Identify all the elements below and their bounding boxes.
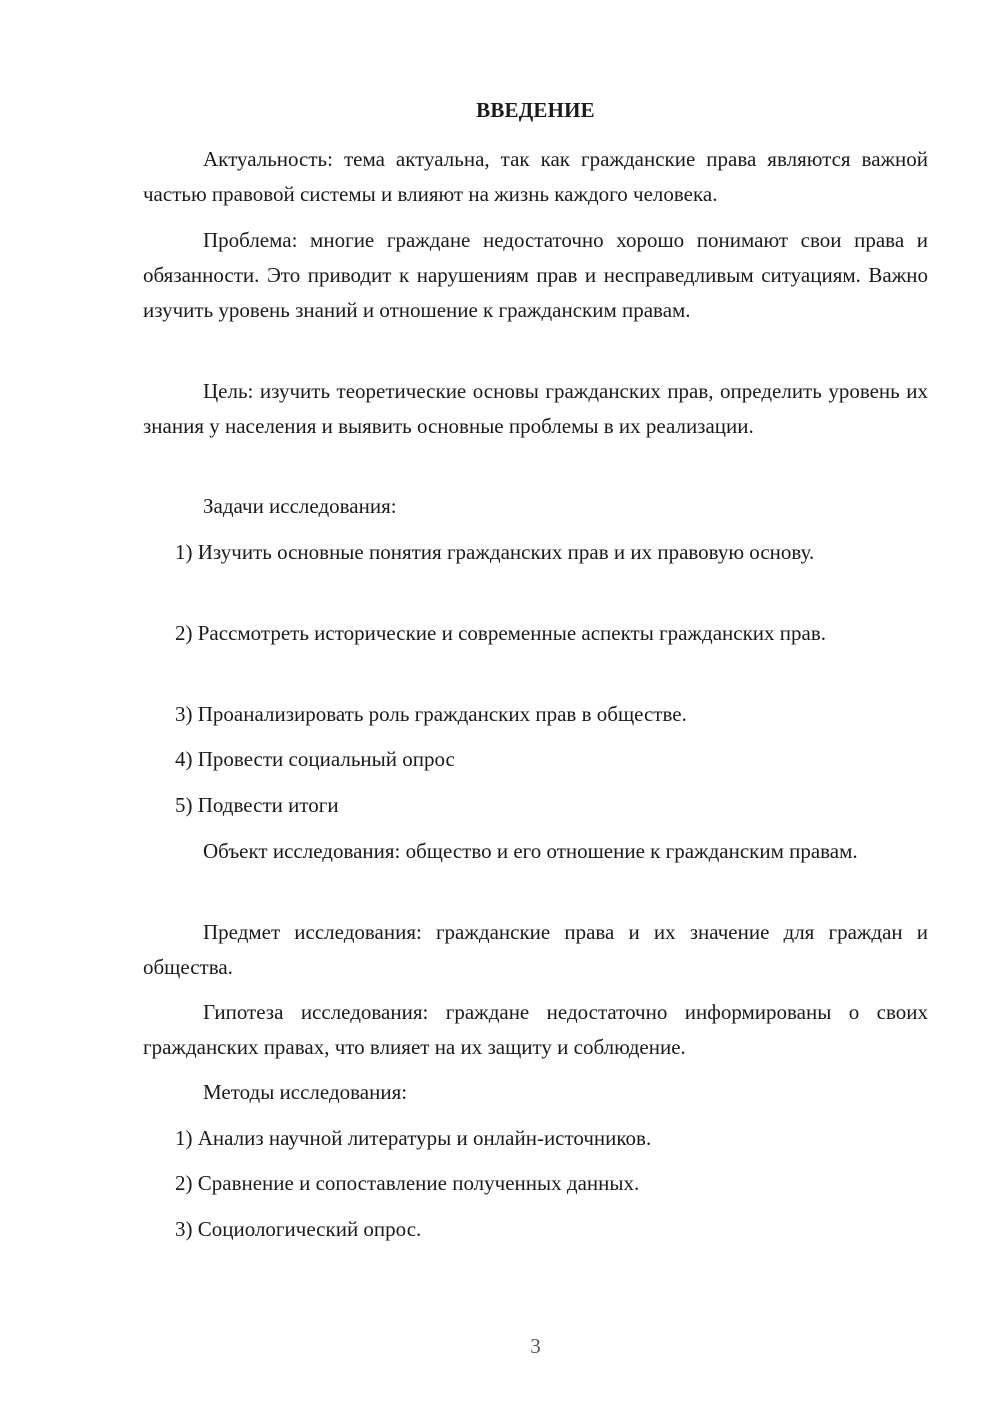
page-number: 3 <box>530 1334 541 1358</box>
list-item-task-5: 5) Подвести итоги <box>175 793 339 817</box>
list-item-task-2: 2) Рассмотреть исторические и современные аспекты гражданских прав. <box>175 621 826 645</box>
list-item-method-1: 1) Анализ научной литературы и онлайн-источников. <box>175 1126 652 1150</box>
list-item-task-4: 4) Провести социальный опрос <box>175 747 455 771</box>
list-item-method-3: 3) Социологический опрос. <box>175 1217 422 1241</box>
paragraph-subject: Предмет исследования: гражданские права и их значение для граждан и общества. <box>143 920 928 979</box>
paragraph-methods-heading: Методы исследования: <box>203 1080 408 1104</box>
paragraph-object: Объект исследования: общество и его отношение к гражданским правам. <box>203 839 858 863</box>
paragraph-goal: Цель: изучить теоретические основы гражданских прав, определить уровень их знания у населения и выявить основные проблемы в их реализации. <box>143 379 928 438</box>
document-page <box>143 0 928 1414</box>
paragraph-hypothesis: Гипотеза исследования: граждане недостаточно информированы о своих гражданских правах, что влияет на их защиту и соблюдение. <box>143 1000 928 1059</box>
list-item-task-3: 3) Проанализировать роль гражданских прав в обществе. <box>175 702 687 726</box>
paragraph-relevance: Актуальность: тема актуальна, так как гражданские права являются важной частью правовой системы и влияют на жизнь каждого человека. <box>143 147 928 206</box>
list-item-task-1: 1) Изучить основные понятия гражданских прав и их правовую основу. <box>175 540 815 564</box>
paragraph-tasks-heading: Задачи исследования: <box>203 494 397 518</box>
paragraph-problem: Проблема: многие граждане недостаточно хорошо понимают свои права и обязанности. Это приводит к нарушениям прав и несправедливым ситуациям. Важно изучить уровень знаний и отношение к гражданским правам. <box>143 228 928 322</box>
section-title: ВВЕДЕНИЕ <box>476 98 595 122</box>
list-item-method-2: 2) Сравнение и сопоставление полученных данных. <box>175 1171 640 1195</box>
